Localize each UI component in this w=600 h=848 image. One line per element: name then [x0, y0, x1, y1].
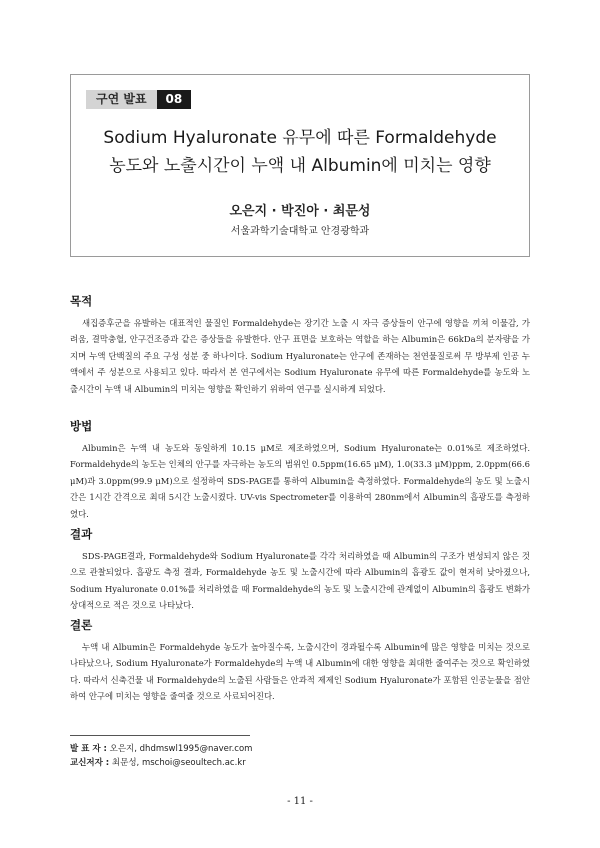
session-tag	[86, 90, 191, 109]
footnote-corresponding-label: 교신저자 :	[70, 758, 110, 768]
footnote-corresponding-value: 최문성, mschoi@seoultech.ac.kr	[111, 758, 246, 768]
footnote-presenter-value: 오은지, dhdmswl1995@naver.com	[109, 744, 253, 754]
session-tag-label: 구연 발표	[86, 90, 157, 109]
section-body-result: SDS-PAGE결과, Formaldehyde와 Sodium Hyaluronate를 각각 처리하였을 때 Albumin의 구조가 변성되지 않은 것으로 관찰되었다. 흡광도 측정 결과, Formaldehyde 농도 및 노출시간에 따라 Albumin의 흡광도 값이 현저히 낮아졌으나, Sodium Hyaluronate 0.01%를 처리하였을 때 Formaldehyde의 농도 및 노출시간에 관계없이 Albumin의 흡광도 변화가 상대적으로 적은 것으로 나타났다.	[70, 551, 530, 611]
section-heading-purpose: 목적	[70, 294, 93, 308]
page-number: - 11 -	[287, 796, 313, 807]
section-heading-conclusion: 결론	[70, 618, 93, 632]
footnote-corresponding	[70, 756, 246, 768]
footnote-presenter-label: 발 표 자 :	[70, 744, 107, 754]
footnote-divider	[70, 735, 250, 736]
section-body-purpose: 새집증후군을 유발하는 대표적인 물질인 Formaldehyde는 장기간 노출 시 자극 증상들이 안구에 영향을 끼쳐 이물감, 가려움, 결막충혈, 안구건조증과 같은 증상들을 유발한다. 안구 표면을 보호하는 역할을 하는 Albumin은 66kDa의 분자량을 가지며 누액 단백질의 주요 구성 성분 중 하나이다. Sodium Hyaluronate는 안구에 존재하는 천연물질로써 무 방부제 인공 누액에서 주 성분으로 사용되고 있다. 따라서 본 연구에서는 Sodium Hyaluronate 유무에 따른 Formaldehyde를 농도와 노출시간이 누액 내 Albumin의 미치는 영향을 확인하기 위하여 연구를 실시하게 되었다.	[70, 318, 530, 394]
footnote-presenter	[70, 742, 252, 754]
section-body-method: Albumin은 누액 내 농도와 동일하게 10.15 μM로 제조하였으며, Sodium Hyaluronate는 0.01%로 제조하였다. Formaldehyde의 농도는 인체의 안구를 자극하는 농도의 범위인 0.5ppm(16.65 μM), 1.0(33.3 μM)ppm, 2.0ppm(66.6 μM)과 3.0ppm(99.9 μM)으로 설정하여 SDS-PAGE를 통하여 Albumin을 측정하였다. Formaldehyde의 농도 및 노출시간은 1시간 간격으로 최대 5시간 노출시켰다. UV-vis Spectrometer를 이용하여 280nm에서 Albumin의 흡광도를 측정하였다.	[70, 443, 530, 519]
section-body-conclusion: 누액 내 Albumin은 Formaldehyde 농도가 높아질수록, 노출시간이 경과될수록 Albumin에 많은 영향을 미치는 것으로 나타났으나, Sodium Hyaluronate가 Formaldehyde의 누액 내 Albumin에 대한 영향을 최대한 줄여주는 것으로 확인하였다. 따라서 신축건물 내 Formaldehyde의 노출된 사람들은 안과적 제제인 Sodium Hyaluronate가 포함된 인공눈물을 점안하여 안구에 미치는 영향을 줄여줄 것으로 사료되어진다.	[70, 642, 530, 702]
authors: 오은지 · 박진아 · 최문성	[229, 204, 371, 219]
paper-title-line1: Sodium Hyaluronate 유무에 따른 Formaldehyde	[103, 128, 497, 148]
session-tag-number: 08	[157, 90, 192, 109]
section-heading-result: 결과	[70, 527, 93, 541]
section-heading-method: 방법	[70, 419, 93, 433]
affiliation: 서울과학기술대학교 안경광학과	[230, 226, 370, 237]
paper-title	[70, 124, 530, 180]
paper-title-line2: 농도와 노출시간이 누액 내 Albumin에 미치는 영향	[109, 156, 491, 176]
